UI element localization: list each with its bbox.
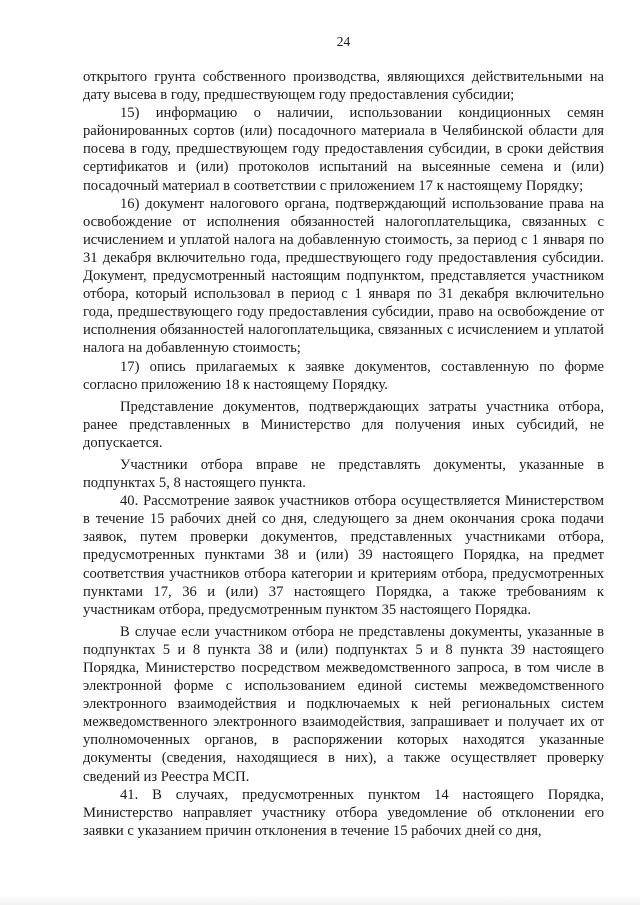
paragraph: 17) опись прилагаемых к заявке документов, составленную по форме согласно приложению 18 к настоящему Порядку.	[83, 358, 604, 393]
page-number: 24	[336, 34, 351, 49]
paragraph: Представление документов, подтверждающих затраты участника отбора, ранее представленных в Министерство для получения иных субсидий, не допускается.	[83, 398, 604, 451]
document-body	[83, 68, 604, 840]
paragraph: В случае если участником отбора не представлены документы, указанные в подпунктах 5 и 8 пункта 38 и (или) подпунктах 5 и 8 пункта 39 настоящего Порядка, Министерство посредством межведомственного запроса, в том числе в электронной форме с использованием единой системы межведомственного электронного взаимодействия и подключаемых к ней региональных систем межведомственного электронного взаимодействия, запрашивает и получает их от уполномоченных органов, в распоряжении которых находятся указанные документы (сведения, находящиеся в них), а также осуществляет проверку сведений из Реестра МСП.	[83, 623, 604, 785]
paragraph: 41. В случаях, предусмотренных пунктом 14 настоящего Порядка, Министерство направляет участнику отбора уведомление об отклонении его заявки с указанием причин отклонения в течение 15 рабочих дней со дня,	[83, 786, 604, 839]
paragraph: Участники отбора вправе не представлять документы, указанные в подпунктах 5, 8 настоящего пункта.	[83, 456, 604, 492]
paragraph: 40. Рассмотрение заявок участников отбора осуществляется Министерством в течение 15 рабочих дней со дня, следующего за днем окончания срока подачи заявок, путем проверки документов, представленных участниками отбора, предусмотренных пунктами 38 и (или) 39 настоящего Порядка, на предмет соответствия участников отбора категории и критериям отбора, предусмотренных пунктами 17, 36 и (или) 37 настоящего Порядка, а также требованиям к участникам отбора, предусмотренным пунктом 35 настоящего Порядка.	[83, 493, 604, 618]
paragraph: 16) документ налогового органа, подтверждающий использование права на освобождение от исполнения обязанностей налогоплательщика, связанных с исчислением и уплатой налога на добавленную стоимость, за период с 1 января по 31 декабря включительно года, предшествующего году предоставления субсидии. Документ, предусмотренный настоящим подпунктом, представляется участником отбора, который использовал в период с 1 января по 31 декабря включительно года, предшествующего году предоставления субсидии, право на освобождение от исполнения обязанностей налогоплательщика, связанных с исчислением и уплатой налога на добавленную стоимость;	[83, 195, 604, 357]
paragraph: 15) информацию о наличии, использовании кондиционных семян районированных сортов (или) посадочного материала в Челябинской области для посева в году, предшествующем году предоставления субсидии, в сроки действия сертификатов и (или) протоколов испытаний на высеянные семена и (или) посадочный материал в соответствии с приложением 17 к настоящему Порядку;	[83, 105, 604, 194]
scan-edge	[0, 895, 640, 905]
paragraph: открытого грунта собственного производства, являющихся действительными на дату высева в году, предшествующем году предоставления субсидии;	[83, 69, 604, 104]
